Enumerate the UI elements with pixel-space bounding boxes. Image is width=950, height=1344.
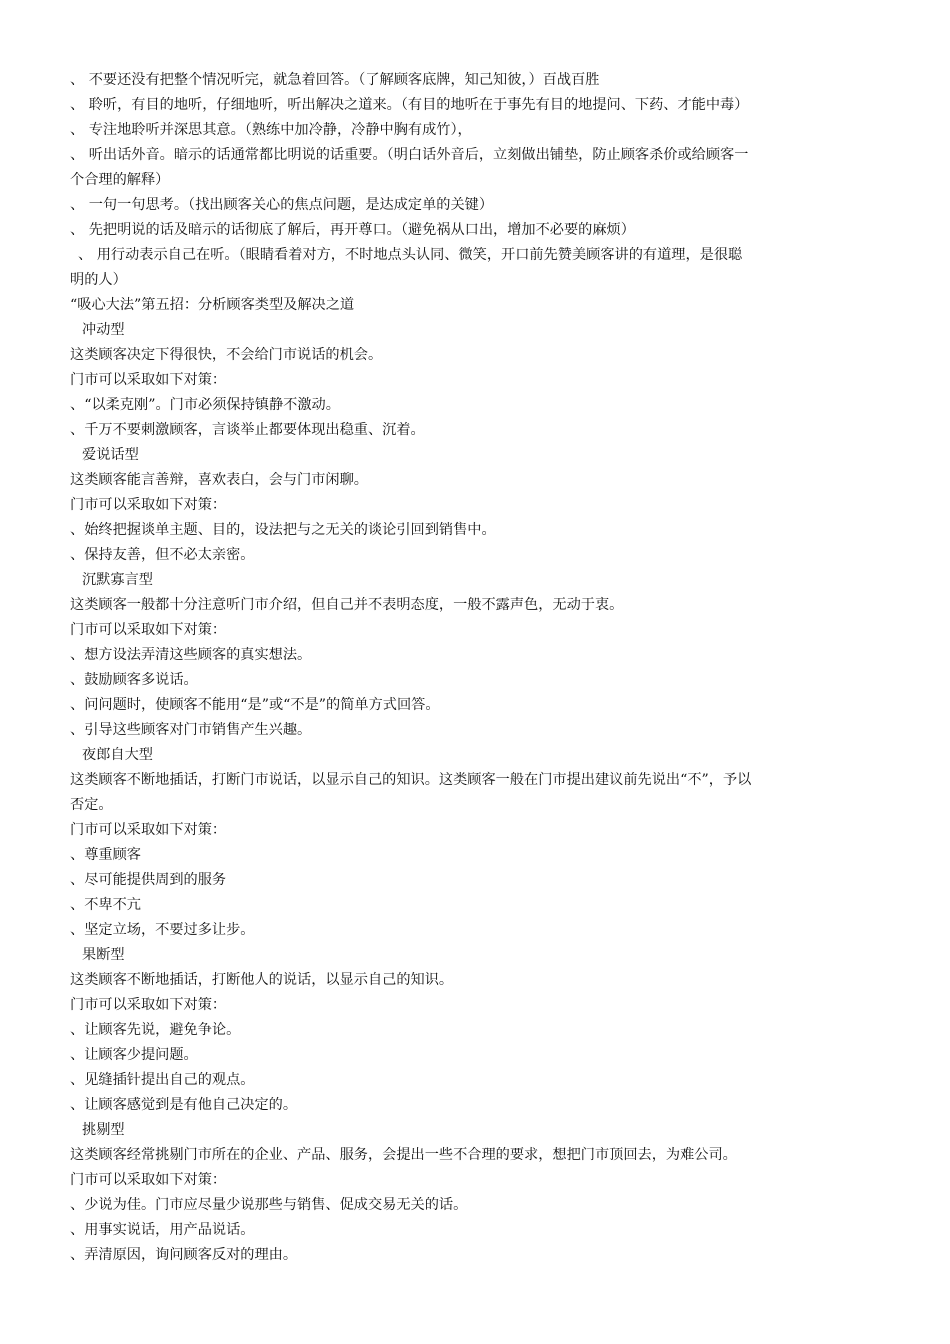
text-line: 这类顾客不断地插话，打断他人的说话，以显示自己的知识。: [70, 972, 454, 988]
text-line: 这类顾客不断地插话，打断门市说话，以显示自己的知识。这类顾客一般在门市提出建议前先说出“不”，予以: [70, 772, 752, 788]
list-item: 、让顾客少提问题。: [70, 1047, 198, 1063]
text-line: 、 聆听，有目的地听，仔细地听，听出解决之道来。（有目的地听在于事先有目的地提问、下药、才能中毒）: [70, 97, 749, 113]
customer-type-heading: 挑剔型: [82, 1122, 125, 1138]
text-line: 门市可以采取如下对策：: [70, 622, 227, 638]
list-item: 、想方设法弄清这些顾客的真实想法。: [70, 647, 312, 663]
list-item: 、尊重顾客: [70, 847, 141, 863]
list-item: 、始终把握谈单主题、目的，设法把与之无关的谈论引回到销售中。: [70, 522, 496, 538]
list-item: 、“以柔克刚”。门市必须保持镇静不激动。: [70, 397, 340, 413]
list-item: 、坚定立场，不要过多让步。: [70, 922, 255, 938]
section-heading: “吸心大法”第五招：分析顾客类型及解决之道: [70, 297, 355, 313]
text-line: 门市可以采取如下对策：: [70, 497, 227, 513]
text-line: 、 先把明说的话及暗示的话彻底了解后，再开尊口。（避免祸从口出，增加不必要的麻烦）: [70, 222, 635, 238]
text-line: 这类顾客能言善辩，喜欢表白，会与门市闲聊。: [70, 472, 368, 488]
text-line: 这类顾客一般都十分注意听门市介绍，但自己并不表明态度，一般不露声色，无动于衷。: [70, 597, 624, 613]
text-line: 、 听出话外音。暗示的话通常都比明说的话重要。（明白话外音后，立刻做出铺垫，防止顾客杀价或给顾客一: [70, 147, 749, 163]
list-item: 、让顾客感觉到是有他自己决定的。: [70, 1097, 298, 1113]
text-line: 这类顾客决定下得很快，不会给门市说话的机会。: [70, 347, 383, 363]
text-line: 个合理的解释）: [70, 172, 170, 188]
list-item: 、不卑不亢: [70, 897, 141, 913]
list-item: 、让顾客先说，避免争论。: [70, 1022, 241, 1038]
list-item: 、见缝插针提出自己的观点。: [70, 1072, 255, 1088]
text-line: 、 专注地聆听并深思其意。（熟练中加冷静，冷静中胸有成竹），: [70, 122, 472, 138]
customer-type-heading: 沉默寡言型: [82, 572, 153, 588]
text-line: 门市可以采取如下对策：: [70, 997, 227, 1013]
text-line: 明的人）: [70, 272, 127, 288]
text-line: 、 一句一句思考。（找出顾客关心的焦点问题，是达成定单的关键）: [70, 197, 494, 213]
list-item: 、用事实说话，用产品说话。: [70, 1222, 255, 1238]
text-line: 、 不要还没有把整个情况听完，就急着回答。（了解顾客底牌，知己知彼，）百战百胜: [70, 72, 600, 88]
list-item: 、保持友善，但不必太亲密。: [70, 547, 255, 563]
text-line: 否定。: [70, 797, 113, 813]
list-item: 、引导这些顾客对门市销售产生兴趣。: [70, 722, 312, 738]
list-item: 、弄清原因，询问顾客反对的理由。: [70, 1247, 298, 1263]
text-line: 门市可以采取如下对策：: [70, 372, 227, 388]
list-item: 、鼓励顾客多说话。: [70, 672, 198, 688]
list-item: 、少说为佳。门市应尽量少说那些与销售、促成交易无关的话。: [70, 1197, 468, 1213]
customer-type-heading: 爱说话型: [82, 447, 139, 463]
customer-type-heading: 夜郎自大型: [82, 747, 153, 763]
list-item: 、问问题时，使顾客不能用“是”或“不是”的简单方式回答。: [70, 697, 440, 713]
list-item: 、千万不要刺激顾客，言谈举止都要体现出稳重、沉着。: [70, 422, 425, 438]
text-line: 门市可以采取如下对策：: [70, 1172, 227, 1188]
text-line: 门市可以采取如下对策：: [70, 822, 227, 838]
customer-type-heading: 果断型: [82, 947, 125, 963]
text-line: 这类顾客经常挑剔门市所在的企业、产品、服务，会提出一些不合理的要求，想把门市顶回去，为难公司。: [70, 1147, 737, 1163]
list-item: 、尽可能提供周到的服务: [70, 872, 227, 888]
customer-type-heading: 冲动型: [82, 322, 125, 338]
text-line: 、 用行动表示自己在听。（眼睛看着对方，不时地点头认同、微笑，开口前先赞美顾客讲的有道理，是很聪: [78, 247, 743, 263]
